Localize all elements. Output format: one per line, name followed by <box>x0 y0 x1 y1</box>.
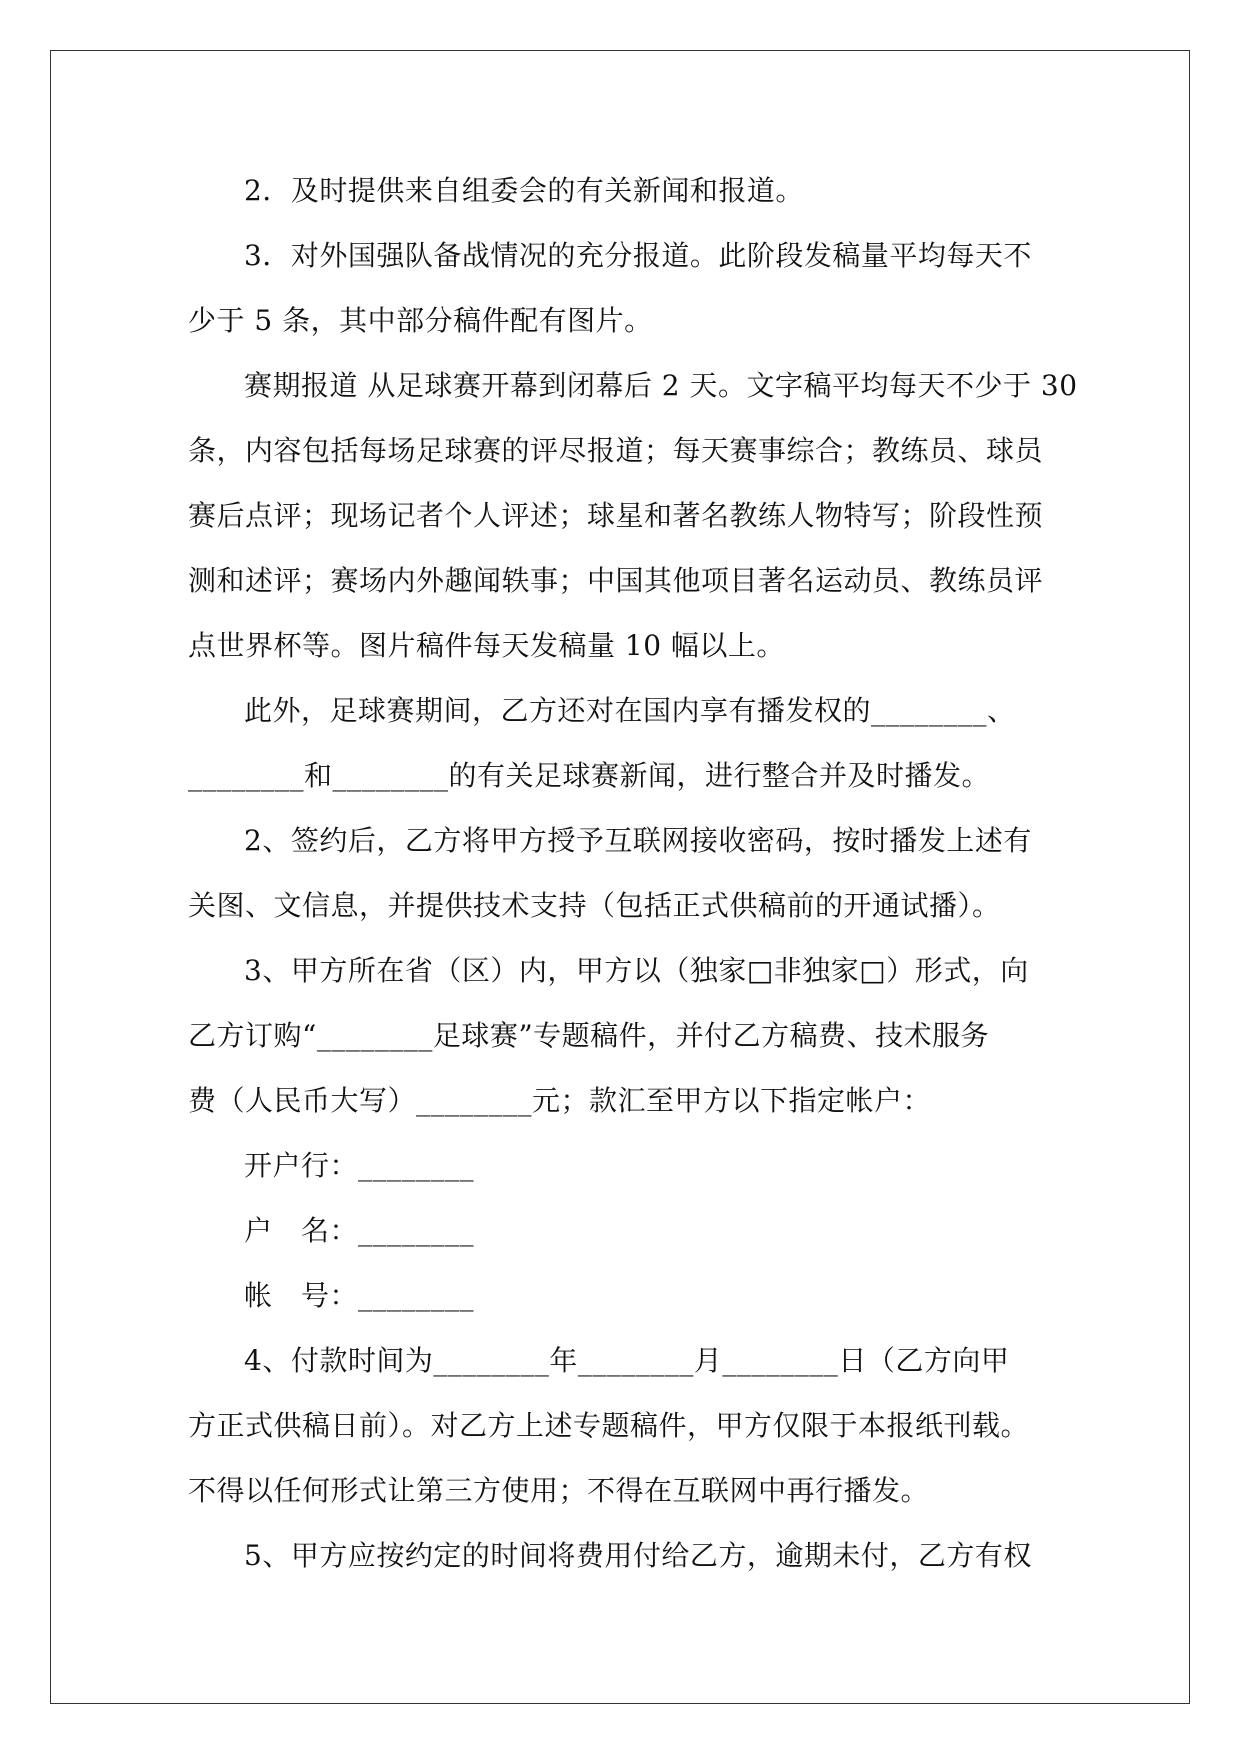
bank-field-line: 开户行：________ <box>244 1149 475 1182</box>
text-line: ________和________的有关足球赛新闻，进行整合并及时播发。 <box>188 759 991 792</box>
text-line: 2、签约后，乙方将甲方授予互联网接收密码，按时播发上述有 <box>244 824 1032 857</box>
text-line: 3、甲方所在省（区）内，甲方以（独家□非独家□）形式，向 <box>244 954 1029 987</box>
text-line: 点世界杯等。图片稿件每天发稿量 10 幅以上。 <box>188 629 785 662</box>
text-line: 赛后点评；现场记者个人评述；球星和著名教练人物特写；阶段性预 <box>188 499 1044 532</box>
document-body <box>188 158 1078 1588</box>
text-line: 方正式供稿日前）。对乙方上述专题稿件，甲方仅限于本报纸刊载。 <box>188 1409 1030 1442</box>
text-line: 此外，足球赛期间，乙方还对在国内享有播发权的________、 <box>244 694 1016 727</box>
text-line: 3．对外国强队备战情况的充分报道。此阶段发稿量平均每天不 <box>244 239 1032 272</box>
text-line: 乙方订购“________足球赛”专题稿件，并付乙方稿费、技术服务 <box>188 1019 990 1052</box>
text-line: 不得以任何形式让第三方使用；不得在互联网中再行播发。 <box>188 1474 930 1507</box>
text-line: 2．及时提供来自组委会的有关新闻和报道。 <box>244 174 804 207</box>
text-line: 关图、文信息，并提供技术支持（包括正式供稿前的开通试播）。 <box>188 889 1001 922</box>
text-line: 费（人民币大写）________元；款汇至甲方以下指定帐户： <box>188 1084 932 1117</box>
text-line: 5、甲方应按约定的时间将费用付给乙方，逾期未付，乙方有权 <box>244 1539 1032 1572</box>
account-number-line: 帐 号：________ <box>244 1279 475 1312</box>
text-line: 少于 5 条，其中部分稿件配有图片。 <box>188 304 653 337</box>
text-line: 条，内容包括每场足球赛的评尽报道；每天赛事综合；教练员、球员 <box>188 434 1044 467</box>
account-name-line: 户 名：________ <box>244 1214 475 1247</box>
text-line: 4、付款时间为________年________月________日（乙方向甲 <box>244 1344 1010 1377</box>
text-line: 测和述评；赛场内外趣闻轶事；中国其他项目著名运动员、教练员评 <box>188 564 1044 597</box>
text-line: 赛期报道 从足球赛开幕到闭幕后 2 天。文字稿平均每天不少于 30 <box>244 369 1078 402</box>
